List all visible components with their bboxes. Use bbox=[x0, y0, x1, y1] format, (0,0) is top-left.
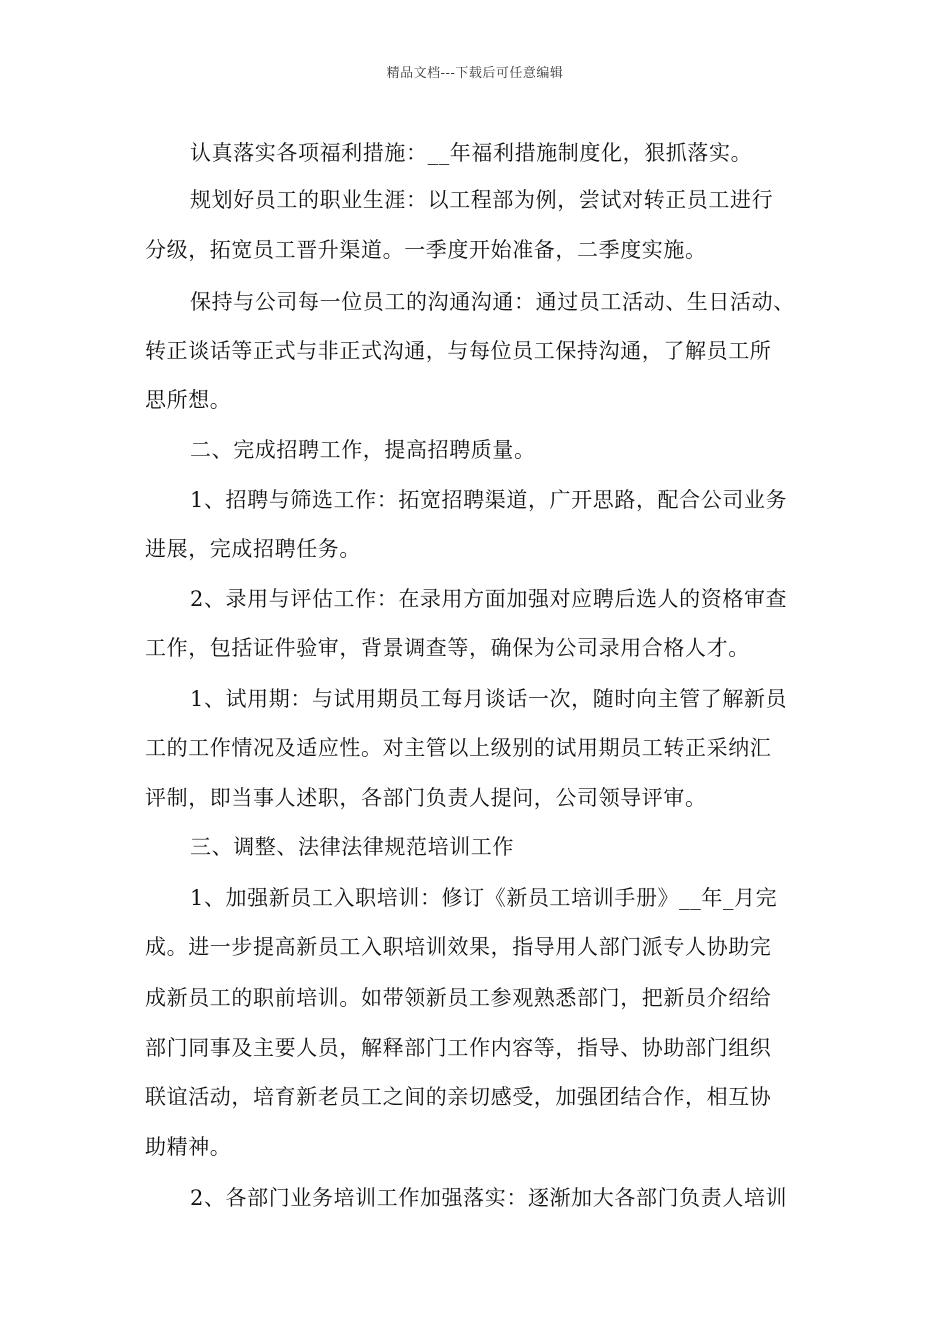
text-line: 成。进一步提高新员工入职培训效果，指导用人部门派专人协助完 bbox=[145, 935, 772, 959]
text-line: 2、录用与评估工作：在录用方面加强对应聘后选人的资格审查 bbox=[190, 587, 788, 611]
text-line: 三、调整、法律法律规范培训工作 bbox=[190, 835, 514, 859]
text-line: 成新员工的职前培训。如带领新员工参观熟悉部门，把新员介绍给 bbox=[145, 986, 772, 1010]
text-line: 规划好员工的职业生涯：以工程部为例，尝试对转正员工进行 bbox=[190, 188, 774, 212]
text-line: 1、招聘与筛选工作：拓宽招聘渠道，广开思路，配合公司业务 bbox=[190, 488, 788, 512]
text-line: 进展，完成招聘任务。 bbox=[145, 537, 361, 561]
text-line: 1、加强新员工入职培训：修订《新员工培训手册》__年_月完 bbox=[190, 886, 778, 910]
page-header: 精品文档---下载后可任意编辑 bbox=[386, 66, 564, 81]
text-line: 助精神。 bbox=[145, 1135, 232, 1159]
text-line: 转正谈话等正式与非正式沟通，与每位员工保持沟通，了解员工所 bbox=[145, 339, 772, 363]
text-line: 工作，包括证件验审，背景调查等，确保为公司录用合格人才。 bbox=[145, 636, 750, 660]
text-line: 工的工作情况及适应性。对主管以上级别的试用期员工转正采纳汇 bbox=[145, 736, 772, 760]
text-line: 1、试用期：与试用期员工每月谈话一次，随时向主管了解新员 bbox=[190, 687, 788, 711]
text-line: 分级，拓宽员工晋升渠道。一季度开始准备，二季度实施。 bbox=[145, 238, 707, 262]
text-line: 联谊活动，培育新老员工之间的亲切感受，加强团结合作，相互协 bbox=[145, 1085, 772, 1109]
text-line: 二、完成招聘工作，提高招聘质量。 bbox=[190, 438, 536, 462]
text-line: 评制，即当事人述职，各部门负责人提问，公司领导评审。 bbox=[145, 786, 707, 810]
text-line: 认真落实各项福利措施：__年福利措施制度化，狠抓落实。 bbox=[190, 141, 753, 165]
text-line: 2、各部门业务培训工作加强落实：逐渐加大各部门负责人培训 bbox=[190, 1186, 788, 1210]
text-line: 部门同事及主要人员，解释部门工作内容等，指导、协助部门组织 bbox=[145, 1036, 772, 1060]
text-line: 保持与公司每一位员工的沟通沟通：通过员工活动、生日活动、 bbox=[190, 290, 795, 314]
text-line: 思所想。 bbox=[145, 388, 232, 412]
